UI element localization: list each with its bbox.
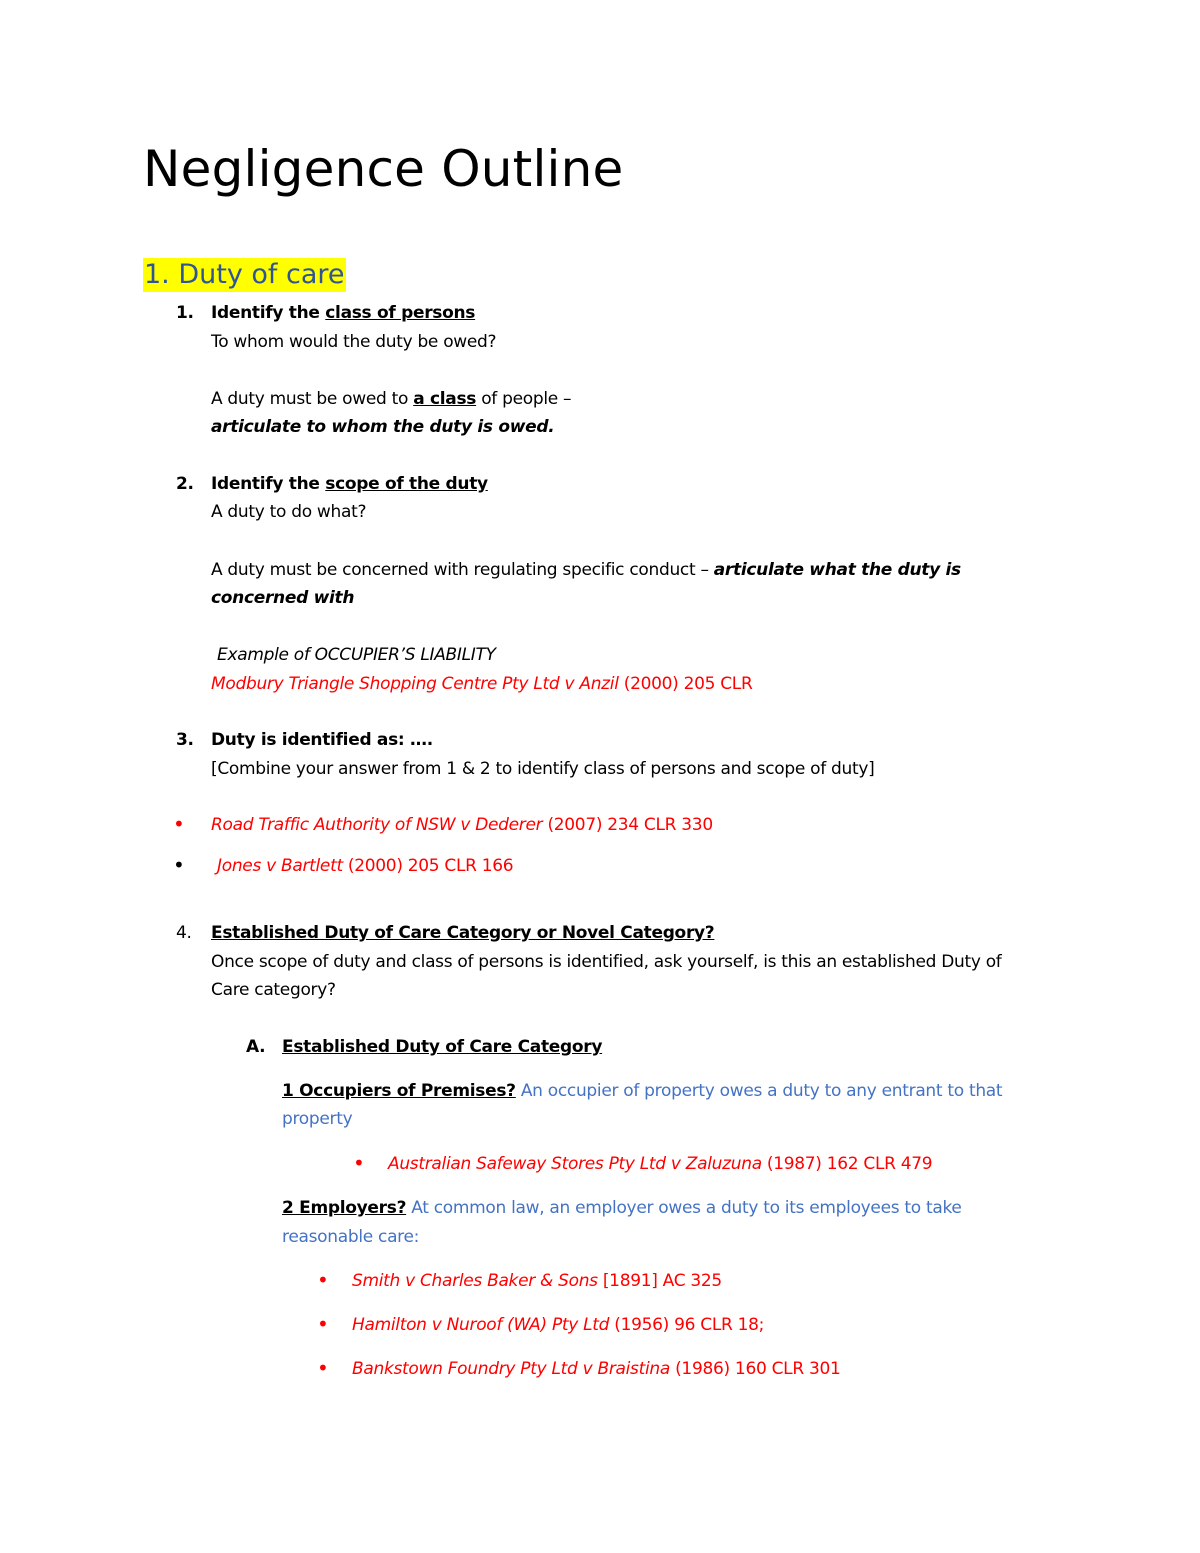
case-citation-line <box>217 855 513 877</box>
occupiers-paragraph <box>282 1080 1002 1102</box>
case-citation: [1891] AC 325 <box>597 1271 722 1291</box>
case-name: Smith v Charles Baker & Sons <box>352 1271 598 1291</box>
employers-description: At common law, an employer owes a duty to its employees to take <box>406 1198 962 1218</box>
item-2-line-b: concerned with <box>211 588 355 608</box>
case-citation-line <box>352 1358 841 1380</box>
case-citation-line <box>388 1153 932 1175</box>
item-2-heading-underlined: scope of the duty <box>325 474 488 494</box>
case-name: Hamilton v Nuroof (WA) Pty Ltd <box>352 1315 610 1335</box>
bullet-marker: • <box>173 853 185 877</box>
case-citation-line <box>211 814 713 836</box>
item-2-example: Example of OCCUPIER’S LIABILITY <box>217 645 496 665</box>
bullet-marker: • <box>173 812 185 836</box>
item-4-number: 4. <box>176 923 192 943</box>
case-citation-line <box>352 1314 764 1336</box>
employers-description-continued: reasonable care: <box>282 1227 420 1247</box>
item-2-number: 2. <box>176 474 194 494</box>
case-citation: (2007) 234 CLR 330 <box>542 815 713 835</box>
bullet-marker: • <box>353 1151 365 1175</box>
item-4-heading: Established Duty of Care Category or Novel Category? <box>211 923 715 943</box>
sub-a-heading: Established Duty of Care Category <box>282 1037 603 1057</box>
section-heading-duty-of-care: 1. Duty of care <box>144 259 345 290</box>
item-1-heading-underlined: class of persons <box>325 303 476 323</box>
item-4-text-line-1: Once scope of duty and class of persons is identified, ask yourself, is this an established Duty of <box>211 952 1002 972</box>
sub-a-letter: A. <box>246 1037 266 1057</box>
item-2-emphasis: articulate what the duty is <box>713 560 961 580</box>
bullet-marker: • <box>317 1356 329 1380</box>
case-citation: (1986) 160 CLR 301 <box>670 1359 841 1379</box>
item-1-emphasis: a class <box>413 389 477 409</box>
case-citation: (2000) 205 CLR 166 <box>342 856 514 876</box>
item-1-question: To whom would the duty be owed? <box>211 332 497 352</box>
case-name: Jones v Bartlett <box>217 856 343 876</box>
item-2-question: A duty to do what? <box>211 502 367 522</box>
item-3-heading: Duty is identified as: …. <box>211 730 433 750</box>
item-2-heading: Identify the scope of the duty <box>211 474 488 494</box>
item-3-number: 3. <box>176 730 194 750</box>
item-1-number: 1. <box>176 303 194 323</box>
employers-label: 2 Employers? <box>282 1198 407 1218</box>
item-2-case <box>211 673 752 695</box>
occupiers-description-continued: property <box>282 1109 353 1129</box>
item-1-heading: Identify the class of persons <box>211 303 476 323</box>
case-name: Bankstown Foundry Pty Ltd v Braistina <box>352 1359 670 1379</box>
bullet-marker: • <box>317 1268 329 1292</box>
occupiers-label: 1 Occupiers of Premises? <box>282 1081 516 1101</box>
case-name: Road Traffic Authority of NSW v Dederer <box>211 815 543 835</box>
case-citation: (1956) 96 CLR 18; <box>609 1315 765 1335</box>
employers-paragraph <box>282 1197 962 1219</box>
case-name: Australian Safeway Stores Pty Ltd v Zaluzuna <box>388 1154 762 1174</box>
item-2-line-a: A duty must be concerned with regulating specific conduct – articulate what the duty is <box>211 560 961 580</box>
case-citation: (2000) 205 CLR <box>618 674 753 694</box>
case-citation-line <box>352 1270 722 1292</box>
item-1-line-b: articulate to whom the duty is owed. <box>211 417 555 437</box>
page-title: Negligence Outline <box>143 140 624 198</box>
item-1-line-a: A duty must be owed to a class of people – <box>211 389 572 409</box>
item-3-note: [Combine your answer from 1 & 2 to identify class of persons and scope of duty] <box>211 759 875 779</box>
case-name: Modbury Triangle Shopping Centre Pty Ltd v Anzil <box>211 674 619 694</box>
occupiers-description: An occupier of property owes a duty to any entrant to that <box>515 1081 1003 1101</box>
case-citation: (1987) 162 CLR 479 <box>761 1154 933 1174</box>
bullet-marker: • <box>317 1312 329 1336</box>
item-4-text-line-2: Care category? <box>211 980 336 1000</box>
